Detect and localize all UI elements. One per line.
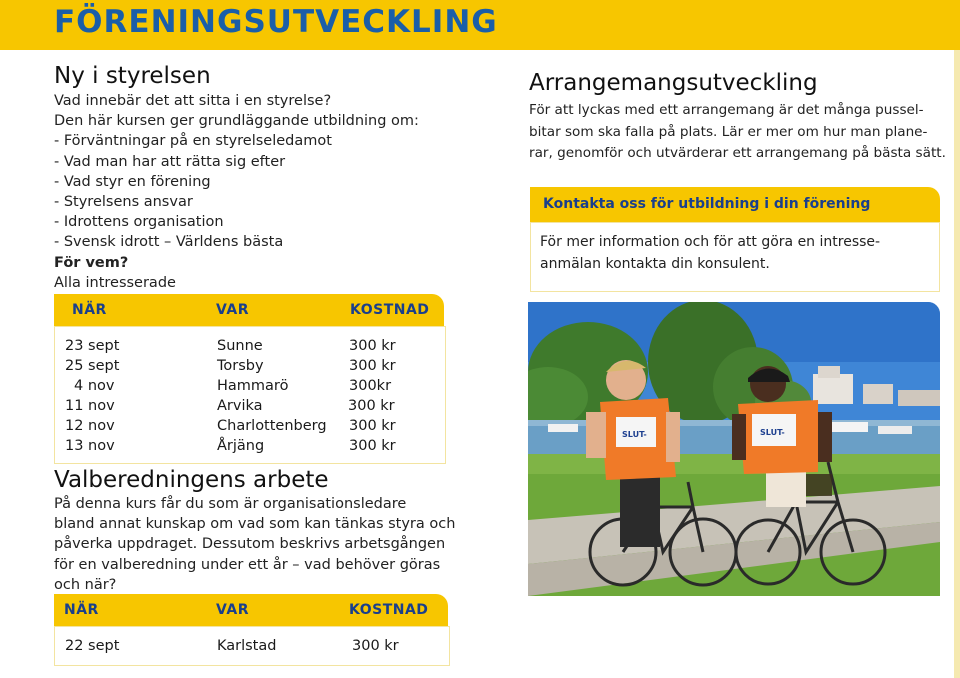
schedule-table-header xyxy=(54,294,444,326)
table-row xyxy=(55,436,445,456)
cell-place: Hammarö xyxy=(217,378,289,394)
text-line: bitar som ska falla på plats. Lär er mer om hur man plane- xyxy=(529,123,928,140)
contact-heading-box xyxy=(530,187,940,222)
text-line: - Vad styr en förening xyxy=(54,173,211,190)
cell-date: 4 nov xyxy=(74,378,115,394)
cell-place: Charlottenberg xyxy=(217,418,327,434)
col-header-when: NÄR xyxy=(64,602,99,618)
text-line: påverka uppdraget. Dessutom beskrivs arbetsgången xyxy=(54,536,446,553)
decorative-stripe xyxy=(954,50,960,678)
contact-text xyxy=(540,232,880,275)
schedule-table xyxy=(54,326,446,464)
valberedning-text xyxy=(54,494,474,595)
section-title-styrelsen: Ny i styrelsen xyxy=(54,63,211,89)
text-line: Vad innebär det att sitta i en styrelse? xyxy=(54,93,332,109)
styrelsen-text xyxy=(54,91,474,293)
who-text: Alla intresserade xyxy=(54,274,176,291)
cell-cost: 300 kr xyxy=(349,418,396,434)
arrangemang-text xyxy=(529,100,949,165)
vest-text-2: SLUT- xyxy=(760,428,785,437)
text-line: - Vad man har att rätta sig efter xyxy=(54,153,286,170)
cyclists-photo xyxy=(528,302,940,596)
text-line: rar, genomför och utvärderar ett arrangemang på bästa sätt. xyxy=(529,145,946,161)
cell-cost: 300 kr xyxy=(352,638,399,654)
page-title: FÖRENINGSUTVECKLING xyxy=(54,4,498,40)
cyclists-illustration xyxy=(528,302,940,596)
col-header-where: VAR xyxy=(216,302,249,318)
cell-date: 22 sept xyxy=(65,638,120,654)
contact-box xyxy=(530,222,940,292)
text-line: bland annat kunskap om vad som kan tänkas styra och xyxy=(54,516,456,533)
section-title-arrangemang: Arrangemangsutveckling xyxy=(529,70,818,96)
text-line: anmälan kontakta din konsulent. xyxy=(540,255,770,272)
table-row xyxy=(55,336,445,356)
col-header-when: NÄR xyxy=(72,302,107,318)
text-line: För mer information och för att göra en intresse- xyxy=(540,234,881,250)
text-line: och när? xyxy=(54,576,117,593)
col-header-where: VAR xyxy=(216,602,249,618)
cell-cost: 300 kr xyxy=(348,398,395,414)
text-line: Den här kursen ger grundläggande utbildning om: xyxy=(54,113,419,130)
cell-place: Arvika xyxy=(217,398,263,414)
cell-cost: 300kr xyxy=(349,378,392,394)
table-row xyxy=(55,376,445,396)
col-header-cost: KOSTNAD xyxy=(350,302,430,318)
cell-date: 11 nov xyxy=(65,398,115,414)
text-line: - Förväntningar på en styrelseledamot xyxy=(54,133,332,150)
who-label: För vem? xyxy=(54,254,129,271)
cell-cost: 300 kr xyxy=(349,358,396,374)
contact-heading: Kontakta oss för utbildning i din förening xyxy=(543,196,871,212)
text-line: - Svensk idrott – Världens bästa xyxy=(54,234,284,251)
table-row xyxy=(55,356,445,376)
text-line: På denna kurs får du som är organisationsledare xyxy=(54,496,407,512)
text-line: För att lyckas med ett arrangemang är det många pussel- xyxy=(529,102,924,118)
cell-date: 25 sept xyxy=(65,358,120,374)
cell-date: 12 nov xyxy=(65,418,115,434)
text-line: - Idrottens organisation xyxy=(54,214,224,231)
cell-place: Karlstad xyxy=(217,638,277,654)
table-row xyxy=(55,396,445,416)
table-row xyxy=(55,416,445,436)
cell-cost: 300 kr xyxy=(349,338,396,354)
table-row xyxy=(55,636,449,656)
text-line: - Styrelsens ansvar xyxy=(54,194,193,211)
cell-place: Årjäng xyxy=(217,438,265,454)
section-title-valberedning: Valberedningens arbete xyxy=(54,467,329,493)
cell-date: 23 sept xyxy=(65,338,120,354)
valberedning-table-header xyxy=(54,594,448,626)
vest-text-1: SLUT- xyxy=(622,430,647,439)
header-bar xyxy=(0,0,960,50)
cell-place: Torsby xyxy=(217,358,264,374)
text-line: för en valberedning under ett år – vad behöver göras xyxy=(54,556,441,573)
col-header-cost: KOSTNAD xyxy=(349,602,429,618)
cell-cost: 300 kr xyxy=(349,438,396,454)
cell-date: 13 nov xyxy=(65,438,115,454)
valberedning-table xyxy=(54,626,450,666)
cell-place: Sunne xyxy=(217,338,263,354)
